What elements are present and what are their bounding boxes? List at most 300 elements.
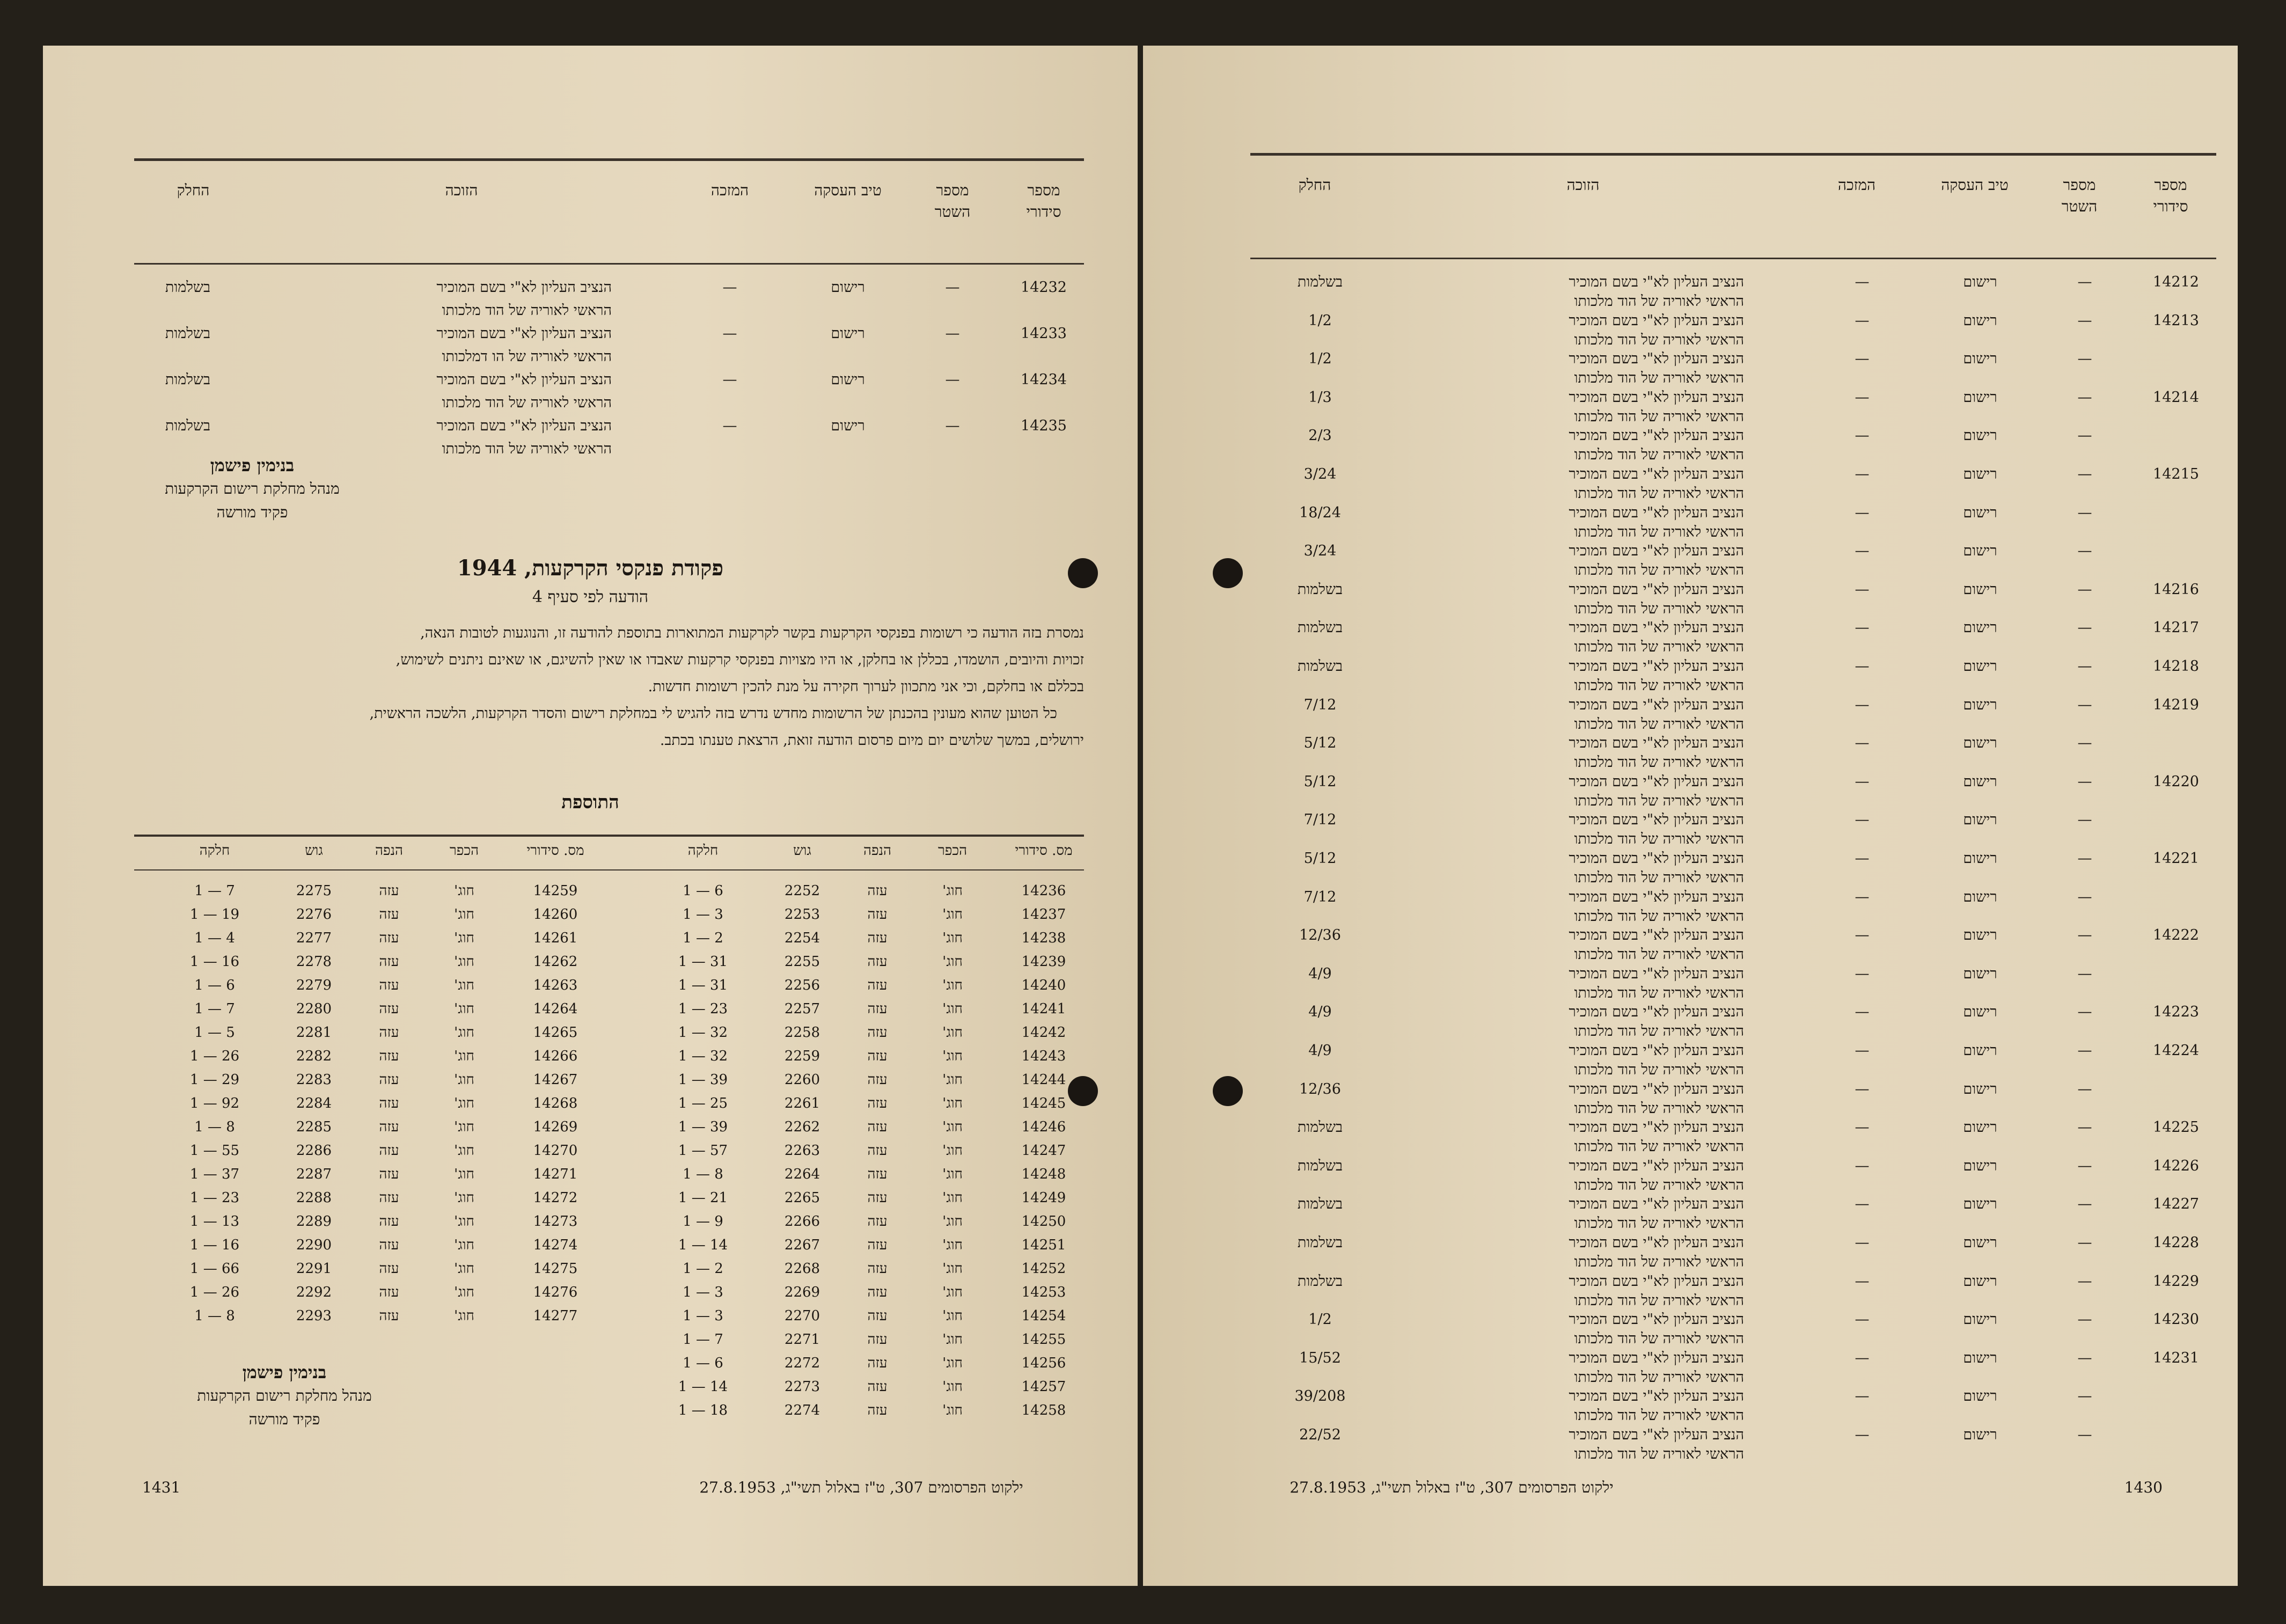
grantee-line-1: הנציב העליון לא"י בשם המוכיר bbox=[1569, 1080, 1744, 1098]
serial-number: 14235 bbox=[1021, 418, 1067, 434]
share: בשלמות bbox=[165, 418, 211, 434]
grantor: — bbox=[1855, 350, 1870, 368]
deed-number: — bbox=[2077, 466, 2092, 482]
appendix-cell: עזה bbox=[867, 1025, 888, 1041]
appendix-cell: 3 — 1 bbox=[683, 1284, 723, 1300]
transaction-type: רישום bbox=[1963, 927, 1997, 944]
transaction-type: רישום bbox=[1963, 274, 1997, 290]
transaction-type: רישום bbox=[1963, 850, 1997, 867]
appendix-column-header: גוש bbox=[793, 843, 811, 859]
transaction-type: רישום bbox=[1963, 1080, 1997, 1098]
serial-number: 14231 bbox=[2153, 1349, 2199, 1366]
share: 12/36 bbox=[1299, 1080, 1341, 1098]
appendix-cell: 14270 bbox=[533, 1143, 578, 1159]
appendix-cell: 4 — 1 bbox=[194, 930, 235, 946]
appendix-cell: עזה bbox=[867, 1284, 888, 1300]
appendix-cell: 2292 bbox=[296, 1284, 332, 1300]
appendix-cell: חוג' bbox=[454, 1095, 474, 1111]
grantee-line-2: הראשי לאוריה של הוד מלכותו bbox=[1574, 1062, 1744, 1078]
grantee-line-2: הראשי לאוריה של הוד מלכותו bbox=[1574, 447, 1744, 464]
grantee-line-2: הראשי לאוריה של הוד מלכותו bbox=[442, 302, 612, 319]
signature-title: מנהל מחלקת רישום הקרקעות bbox=[197, 1387, 372, 1404]
appendix-cell: חוג' bbox=[454, 1001, 474, 1017]
header-deed: מספר השטר bbox=[934, 181, 971, 221]
notice-title: פקודת פנקסי הקרקעות, 1944 bbox=[457, 555, 724, 581]
appendix-cell: 2255 bbox=[784, 954, 820, 970]
appendix-cell: עזה bbox=[379, 1261, 399, 1277]
appendix-cell: 2269 bbox=[784, 1284, 820, 1300]
appendix-cell: חוג' bbox=[942, 1025, 963, 1041]
appendix-cell: 31 — 1 bbox=[678, 977, 728, 993]
grantee-line-2: הראשי לאוריה של הוד מלכותו bbox=[1574, 1369, 1744, 1386]
grantee-line-1: הנציב העליון לא"י בשם המוכיר bbox=[1569, 543, 1744, 560]
appendix-cell: עזה bbox=[379, 1308, 399, 1324]
grantee-line-1: הנציב העליון לא"י בשם המוכיר bbox=[1569, 658, 1744, 675]
appendix-cell: 14246 bbox=[1021, 1119, 1066, 1135]
appendix-cell: חוג' bbox=[942, 1166, 963, 1182]
appendix-cell: חוג' bbox=[942, 1213, 963, 1230]
share: בשלמות bbox=[1297, 619, 1343, 637]
appendix-cell: עזה bbox=[379, 1190, 399, 1206]
grantee-line-1: הנציב העליון לא"י בשם המוכיר bbox=[1569, 1272, 1744, 1290]
appendix-cell: 2258 bbox=[784, 1025, 820, 1041]
appendix-column-header: מס. סידורי bbox=[526, 843, 584, 859]
appendix-cell: 14251 bbox=[1021, 1237, 1066, 1253]
appendix-cell: 2291 bbox=[296, 1261, 332, 1277]
binder-hole bbox=[1213, 558, 1243, 588]
appendix-cell: עזה bbox=[379, 1095, 399, 1111]
page-footer: ילקוט הפרסומים 307, ט"ז באלול תשי"ג, 27.8.1953 bbox=[1289, 1479, 1614, 1496]
appendix-cell: 2285 bbox=[296, 1119, 332, 1135]
appendix-cell: עזה bbox=[379, 954, 399, 970]
signature-role: פקיד מורשה bbox=[216, 503, 288, 521]
header-grantor: המזכה bbox=[710, 181, 749, 199]
table-row bbox=[1250, 1119, 2216, 1158]
appendix-cell: 23 — 1 bbox=[678, 1001, 728, 1017]
grantee-line-1: הנציב העליון לא"י בשם המוכיר bbox=[1569, 1004, 1744, 1021]
share: 12/36 bbox=[1299, 927, 1341, 944]
grantee-line-1: הנציב העליון לא"י בשם המוכיר bbox=[1569, 504, 1744, 521]
deed-number: — bbox=[2077, 1234, 2092, 1251]
table-row bbox=[1250, 581, 2216, 620]
appendix-cell: חוג' bbox=[942, 977, 963, 993]
table-row bbox=[1250, 1004, 2216, 1042]
share: 4/9 bbox=[1308, 1042, 1332, 1059]
header-grantee: הזוכה bbox=[1566, 176, 1600, 194]
deed-number: — bbox=[2077, 1157, 2092, 1174]
transaction-type: רישום bbox=[1963, 1272, 1997, 1290]
header-type: טיב העסקה bbox=[1941, 176, 2009, 194]
transaction-type: רישום bbox=[1963, 312, 1997, 329]
left-table-header bbox=[134, 158, 1084, 265]
appendix-cell: 7 — 1 bbox=[194, 883, 235, 899]
grantor: — bbox=[1855, 1272, 1870, 1290]
appendix-cell: חוג' bbox=[942, 1261, 963, 1277]
deed-number: — bbox=[2077, 312, 2092, 329]
deed-number: — bbox=[2077, 543, 2092, 560]
appendix-cell: 2267 bbox=[784, 1237, 820, 1253]
appendix-title: התוספת bbox=[561, 792, 619, 813]
deed-number: — bbox=[2077, 1427, 2092, 1443]
grantee-line-1: הנציב העליון לא"י בשם המוכיר bbox=[436, 371, 612, 388]
appendix-cell: 7 — 1 bbox=[194, 1001, 235, 1017]
appendix-cell: 2256 bbox=[784, 977, 820, 993]
binder-hole bbox=[1213, 1076, 1243, 1106]
appendix-cell: 6 — 1 bbox=[194, 977, 235, 993]
share: 1/2 bbox=[1308, 350, 1332, 368]
table-row bbox=[1250, 697, 2216, 735]
grantor: — bbox=[1855, 543, 1870, 560]
grantee-line-2: הראשי לאוריה של הוד מלכותו bbox=[1574, 1330, 1744, 1348]
appendix-cell: 19 — 1 bbox=[189, 906, 240, 923]
share: 39/208 bbox=[1294, 1388, 1346, 1405]
appendix-cell: 2266 bbox=[784, 1213, 820, 1230]
deed-number: — bbox=[2077, 658, 2092, 675]
appendix-cell: עזה bbox=[867, 1237, 888, 1253]
share: בשלמות bbox=[1297, 1196, 1343, 1213]
grantor: — bbox=[1855, 466, 1870, 482]
appendix-cell: עזה bbox=[379, 1237, 399, 1253]
appendix-cell: חוג' bbox=[942, 1379, 963, 1395]
grantee-line-2: הראשי לאוריה של הוד מלכותו bbox=[1574, 639, 1744, 656]
grantee-line-2: הראשי לאוריה של הוד מלכותו bbox=[1574, 1176, 1744, 1194]
appendix-column-header: הנפה bbox=[375, 843, 403, 859]
grantee-line-2: הראשי לאוריה של הוד מלכותו bbox=[1574, 831, 1744, 848]
notice-line: בכללם או בחלקם, וכי אני מתכוון לערוך חקירה על מנת להכין רשומות חדשות. bbox=[648, 678, 1084, 695]
appendix-cell: 14258 bbox=[1021, 1402, 1066, 1418]
table-row bbox=[1250, 350, 2216, 389]
appendix-cell: 14267 bbox=[533, 1072, 578, 1088]
appendix-cell: 2279 bbox=[296, 977, 332, 993]
deed-number: — bbox=[2077, 619, 2092, 637]
appendix-cell: חוג' bbox=[942, 1237, 963, 1253]
appendix-cell: עזה bbox=[867, 1261, 888, 1277]
table-row bbox=[1250, 850, 2216, 889]
appendix-cell: חוג' bbox=[454, 1025, 474, 1041]
appendix-cell: עזה bbox=[867, 1072, 888, 1088]
appendix-cell: עזה bbox=[867, 1402, 888, 1418]
serial-number: 14229 bbox=[2153, 1272, 2199, 1290]
deed-number: — bbox=[2077, 811, 2092, 829]
appendix-cell: 2252 bbox=[784, 883, 820, 899]
transaction-type: רישום bbox=[1963, 350, 1997, 368]
appendix-cell: 14237 bbox=[1021, 906, 1066, 923]
grantor: — bbox=[1855, 1004, 1870, 1021]
appendix-cell: עזה bbox=[867, 1190, 888, 1206]
table-row bbox=[1250, 1388, 2216, 1427]
grantee-line-1: הנציב העליון לא"י בשם המוכיר bbox=[1569, 1388, 1744, 1405]
appendix-cell: 14 — 1 bbox=[678, 1379, 728, 1395]
appendix-cell: חוג' bbox=[454, 883, 474, 899]
table-row bbox=[1250, 1273, 2216, 1312]
appendix-cell: 2288 bbox=[296, 1190, 332, 1206]
appendix-cell: חוג' bbox=[454, 1048, 474, 1064]
serial-number: 14230 bbox=[2153, 1311, 2199, 1328]
appendix-cell: 14240 bbox=[1021, 977, 1066, 993]
appendix-cell: עזה bbox=[379, 1119, 399, 1135]
transaction-type: רישום bbox=[1963, 619, 1997, 637]
appendix-cell: 14276 bbox=[533, 1284, 578, 1300]
grantee-line-2: הראשי לאוריה של הוד מלכותו bbox=[1574, 331, 1744, 348]
table-row bbox=[1250, 811, 2216, 850]
share: 1/2 bbox=[1308, 1311, 1332, 1328]
appendix-cell: 18 — 1 bbox=[678, 1402, 728, 1418]
table-row bbox=[1250, 1081, 2216, 1120]
appendix-cell: חוג' bbox=[942, 1001, 963, 1017]
appendix-cell: עזה bbox=[379, 977, 399, 993]
transaction-type: רישום bbox=[1963, 811, 1997, 829]
appendix-cell: חוג' bbox=[454, 1284, 474, 1300]
grantee-line-1: הנציב העליון לא"י בשם המוכיר bbox=[1569, 1311, 1744, 1328]
grantor: — bbox=[1855, 619, 1870, 637]
transaction-type: רישום bbox=[1963, 888, 1997, 905]
appendix-cell: 21 — 1 bbox=[678, 1190, 728, 1206]
appendix-cell: 2281 bbox=[296, 1025, 332, 1041]
grantor: — bbox=[1855, 1234, 1870, 1251]
header-grantor: המזכה bbox=[1837, 176, 1876, 194]
transaction-type: רישום bbox=[831, 371, 865, 388]
deed-number: — bbox=[2077, 927, 2092, 944]
appendix-cell: 37 — 1 bbox=[189, 1166, 240, 1182]
appendix-cell: 2253 bbox=[784, 906, 820, 923]
appendix-cell: עזה bbox=[379, 1048, 399, 1064]
appendix-cell: 66 — 1 bbox=[189, 1261, 240, 1277]
grantee-line-1: הנציב העליון לא"י בשם המוכיר bbox=[1569, 1196, 1744, 1213]
appendix-cell: חוג' bbox=[942, 954, 963, 970]
appendix-cell: חוג' bbox=[942, 1095, 963, 1111]
table-row bbox=[1250, 1042, 2216, 1081]
share: בשלמות bbox=[1297, 581, 1343, 598]
header-grantee: הזוכה bbox=[445, 181, 478, 199]
transaction-type: רישום bbox=[1963, 1388, 1997, 1405]
grantee-line-2: הראשי לאוריה של הוד מלכותו bbox=[1574, 908, 1744, 925]
grantee-line-1: הנציב העליון לא"י בשם המוכיר bbox=[1569, 619, 1744, 637]
appendix-cell: 2283 bbox=[296, 1072, 332, 1088]
appendix-cell: 29 — 1 bbox=[189, 1072, 240, 1088]
deed-number: — bbox=[2077, 350, 2092, 368]
appendix-cell: עזה bbox=[867, 1095, 888, 1111]
page-number: 1431 bbox=[142, 1479, 181, 1496]
transaction-type: רישום bbox=[1963, 773, 1997, 790]
table-row bbox=[1250, 504, 2216, 543]
appendix-cell: 14263 bbox=[533, 977, 578, 993]
notice-line: ירושלים, במשך שלושים יום מיום פרסום הודעה זואת, הרצאת טענתו בכתב. bbox=[660, 732, 1084, 749]
appendix-cell: עזה bbox=[379, 1001, 399, 1017]
appendix-cell: 2274 bbox=[784, 1402, 820, 1418]
appendix-column-header: חלקה bbox=[687, 843, 719, 859]
appendix-cell: 2277 bbox=[296, 930, 332, 946]
transaction-type: רישום bbox=[1963, 1157, 1997, 1174]
serial-number: 14213 bbox=[2153, 312, 2199, 329]
table-row bbox=[1250, 274, 2216, 312]
deed-number: — bbox=[2077, 696, 2092, 713]
grantor: — bbox=[722, 279, 737, 296]
grantee-line-2: הראשי לאוריה של הו דמלכותו bbox=[442, 348, 612, 365]
grantor: — bbox=[1855, 1080, 1870, 1098]
transaction-type: רישום bbox=[1963, 389, 1997, 406]
appendix-cell: חוג' bbox=[942, 1284, 963, 1300]
deed-number: — bbox=[2077, 389, 2092, 406]
signature-role: פקיד מורשה bbox=[248, 1410, 320, 1428]
header-serial: מספר סידורי bbox=[1026, 181, 1061, 221]
appendix-cell: 14261 bbox=[533, 930, 578, 946]
appendix-cell: 2264 bbox=[784, 1166, 820, 1182]
transaction-type: רישום bbox=[1963, 466, 1997, 482]
appendix-column-header: גוש bbox=[305, 843, 323, 859]
deed-number: — bbox=[2077, 1349, 2092, 1366]
appendix-cell: 14244 bbox=[1021, 1072, 1066, 1088]
appendix-cell: 2263 bbox=[784, 1143, 820, 1159]
appendix-cell: עזה bbox=[867, 883, 888, 899]
appendix-cell: 2287 bbox=[296, 1166, 332, 1182]
share: 15/52 bbox=[1299, 1349, 1341, 1366]
signature-name: בנימין פישמן bbox=[210, 455, 295, 476]
share: בשלמות bbox=[1297, 1119, 1343, 1136]
appendix-cell: עזה bbox=[867, 1213, 888, 1230]
appendix-cell: עזה bbox=[867, 977, 888, 993]
share: 1/2 bbox=[1308, 312, 1332, 329]
grantee-line-1: הנציב העליון לא"י בשם המוכיר bbox=[436, 279, 612, 296]
share: בשלמות bbox=[1297, 1157, 1343, 1174]
page-footer: ילקוט הפרסומים 307, ט"ז באלול תשי"ג, 27.8.1953 bbox=[699, 1479, 1023, 1496]
appendix-cell: 14268 bbox=[533, 1095, 578, 1111]
appendix-cell: 14273 bbox=[533, 1213, 578, 1230]
appendix-cell: חוג' bbox=[454, 1308, 474, 1324]
appendix-cell: 14253 bbox=[1021, 1284, 1066, 1300]
appendix-cell: 14 — 1 bbox=[678, 1237, 728, 1253]
appendix-cell: 3 — 1 bbox=[683, 1308, 723, 1324]
table-row bbox=[1250, 427, 2216, 466]
grantee-line-1: הנציב העליון לא"י בשם המוכיר bbox=[1569, 773, 1744, 790]
grantor: — bbox=[1855, 1311, 1870, 1328]
grantor: — bbox=[1855, 1119, 1870, 1136]
transaction-type: רישום bbox=[1963, 1042, 1997, 1059]
appendix-cell: 3 — 1 bbox=[683, 906, 723, 923]
appendix-cell: חוג' bbox=[942, 1119, 963, 1135]
grantor: — bbox=[722, 325, 737, 342]
serial-number: 14228 bbox=[2153, 1234, 2199, 1251]
grantee-line-1: הנציב העליון לא"י בשם המוכיר bbox=[1569, 427, 1744, 444]
appendix-cell: 2262 bbox=[784, 1119, 820, 1135]
appendix-cell: 16 — 1 bbox=[189, 1237, 240, 1253]
appendix-cell: עזה bbox=[867, 930, 888, 946]
grantee-line-1: הנציב העליון לא"י בשם המוכיר bbox=[1569, 965, 1744, 982]
appendix-cell: 6 — 1 bbox=[683, 883, 723, 899]
serial-number: 14216 bbox=[2153, 581, 2199, 598]
appendix-cell: 57 — 1 bbox=[678, 1143, 728, 1159]
serial-number: 14225 bbox=[2153, 1119, 2199, 1136]
appendix-cell: חוג' bbox=[942, 1402, 963, 1418]
appendix-cell: עזה bbox=[867, 1308, 888, 1324]
serial-number: 14224 bbox=[2153, 1042, 2199, 1059]
appendix-cell: עזה bbox=[379, 1143, 399, 1159]
appendix-cell: חוג' bbox=[942, 1048, 963, 1064]
deed-number: — bbox=[945, 371, 960, 388]
appendix-cell: עזה bbox=[379, 1284, 399, 1300]
appendix-cell: 26 — 1 bbox=[189, 1284, 240, 1300]
serial-number: 14226 bbox=[2153, 1157, 2199, 1174]
appendix-cell: חוג' bbox=[942, 1190, 963, 1206]
grantor: — bbox=[722, 371, 737, 388]
appendix-cell: 2286 bbox=[296, 1143, 332, 1159]
table-row bbox=[1250, 1196, 2216, 1234]
serial-number: 14217 bbox=[2153, 619, 2199, 637]
appendix-cell: חוג' bbox=[454, 1261, 474, 1277]
document-spread bbox=[43, 46, 2243, 1586]
notice-line: זכויות והיובים, הושמדו, בכללן או בחלקן, או היו מצויות בפנקסי קרקעות שאבדו או שאין להשיגם, או שאינם ניתנים לשימוש, bbox=[395, 652, 1084, 668]
appendix-cell: 13 — 1 bbox=[189, 1213, 240, 1230]
grantee-line-2: הראשי לאוריה של הוד מלכותו bbox=[1574, 1100, 1744, 1117]
appendix-cell: 39 — 1 bbox=[678, 1072, 728, 1088]
transaction-type: רישום bbox=[1963, 1311, 1997, 1328]
table-row bbox=[1250, 466, 2216, 504]
appendix-cell: 23 — 1 bbox=[189, 1190, 240, 1206]
share: 5/12 bbox=[1303, 773, 1337, 790]
deed-number: — bbox=[2077, 888, 2092, 905]
appendix-cell: עזה bbox=[379, 1072, 399, 1088]
appendix-cell: 32 — 1 bbox=[678, 1025, 728, 1041]
appendix-cell: עזה bbox=[867, 1001, 888, 1017]
appendix-cell: 2270 bbox=[784, 1308, 820, 1324]
deed-number: — bbox=[2077, 1004, 2092, 1021]
grantor: — bbox=[1855, 1196, 1870, 1213]
appendix-cell: 14260 bbox=[533, 906, 578, 923]
serial-number: 14223 bbox=[2153, 1004, 2199, 1021]
table-row bbox=[1250, 1427, 2216, 1465]
appendix-cell: עזה bbox=[867, 1355, 888, 1371]
appendix-cell: חוג' bbox=[942, 1308, 963, 1324]
share: בשלמות bbox=[1297, 1272, 1343, 1290]
appendix-cell: 14271 bbox=[533, 1166, 578, 1182]
deed-number: — bbox=[2077, 1311, 2092, 1328]
grantee-line-1: הנציב העליון לא"י בשם המוכיר bbox=[1569, 888, 1744, 905]
appendix-cell: 2276 bbox=[296, 906, 332, 923]
share: 4/9 bbox=[1308, 965, 1332, 982]
appendix-cell: 14255 bbox=[1021, 1332, 1066, 1348]
binder-hole bbox=[1068, 1076, 1098, 1106]
serial-number: 14221 bbox=[2153, 850, 2199, 867]
appendix-cell: 14257 bbox=[1021, 1379, 1066, 1395]
grantee-line-2: הראשי לאוריה של הוד מלכותו bbox=[442, 394, 612, 411]
grantee-line-2: הראשי לאוריה של הוד מלכותו bbox=[1574, 370, 1744, 387]
deed-number: — bbox=[945, 325, 960, 342]
grantor: — bbox=[722, 418, 737, 434]
table-row bbox=[1250, 1234, 2216, 1273]
page-1430 bbox=[1143, 46, 2238, 1586]
appendix-cell: 14236 bbox=[1021, 883, 1066, 899]
table-row bbox=[1250, 1350, 2216, 1388]
appendix-cell: 2275 bbox=[296, 883, 332, 899]
transaction-type: רישום bbox=[1963, 696, 1997, 713]
appendix-cell: עזה bbox=[867, 1379, 888, 1395]
share: 5/12 bbox=[1303, 850, 1337, 867]
appendix-cell: 14243 bbox=[1021, 1048, 1066, 1064]
grantee-line-1: הנציב העליון לא"י בשם המוכיר bbox=[1569, 1234, 1744, 1251]
signature-block-2 bbox=[161, 1360, 408, 1431]
appendix-cell: 25 — 1 bbox=[678, 1095, 728, 1111]
transaction-type: רישום bbox=[1963, 1349, 1997, 1366]
transaction-type: רישום bbox=[1963, 543, 1997, 560]
grantee-line-2: הראשי לאוריה של הוד מלכותו bbox=[1574, 408, 1744, 425]
grantee-line-1: הנציב העליון לא"י בשם המוכיר bbox=[1569, 696, 1744, 713]
share: 7/12 bbox=[1303, 696, 1337, 713]
grantee-line-2: הראשי לאוריה של הוד מלכותו bbox=[1574, 1023, 1744, 1040]
appendix-cell: 2257 bbox=[784, 1001, 820, 1017]
appendix-cell: חוג' bbox=[454, 930, 474, 946]
appendix-cell: 2280 bbox=[296, 1001, 332, 1017]
transaction-type: רישום bbox=[831, 418, 865, 434]
grantor: — bbox=[1855, 965, 1870, 982]
